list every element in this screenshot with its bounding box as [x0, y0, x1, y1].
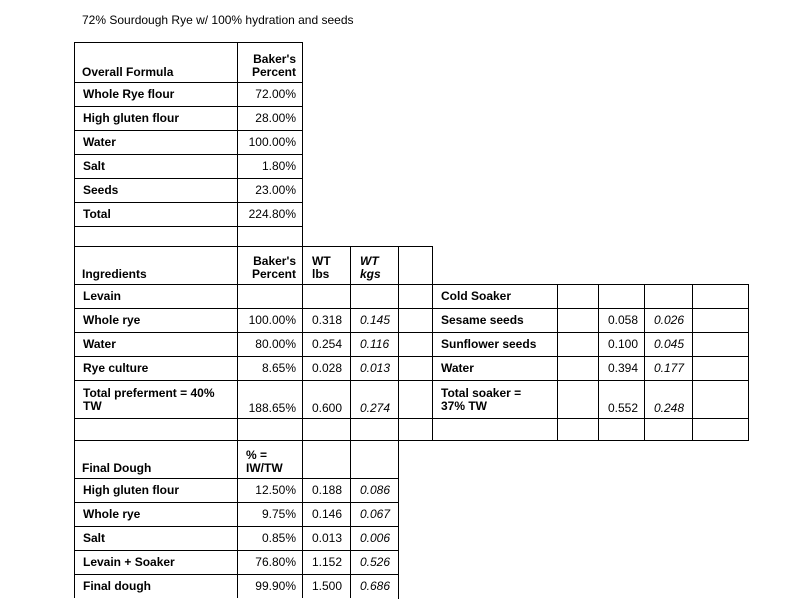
grid-line: [398, 440, 399, 599]
final-row-kgs: 0.067: [350, 502, 398, 526]
levain-blank-cell: [237, 284, 302, 308]
levain-row-lbs: 0.254: [302, 332, 350, 356]
ingredients-percent-header: [237, 246, 302, 284]
overall-percent-header-line-2: Percent: [251, 65, 296, 79]
grid-line: [432, 246, 433, 284]
soaker-total-label-line-2: 37% TW: [441, 398, 488, 413]
final-row-percent: 0.85%: [237, 526, 302, 550]
ingredients-lbs-header-line-1: WT: [312, 254, 331, 268]
ingredients-lbs-header-line-2: lbs: [312, 267, 330, 281]
overall-percent-header-line-1: Baker's: [253, 52, 296, 66]
levain-row-lbs: 0.318: [302, 308, 350, 332]
levain-row-kgs: 0.145: [350, 308, 398, 332]
blank-row-cell: [237, 418, 302, 440]
blank-row-cell: [302, 418, 350, 440]
final-row-lbs: 1.152: [302, 550, 350, 574]
levain-total-label-line-2: TW: [83, 398, 102, 413]
levain-total-label-line-1: Total preferment = 40%: [83, 385, 215, 400]
levain-blank-cell: [398, 284, 432, 308]
soaker-total-kgs: 0.248: [644, 380, 692, 418]
levain-row-label: Whole rye: [74, 308, 237, 332]
grid-line: [302, 42, 303, 246]
soaker-blank-cell: [598, 284, 644, 308]
blank-row-cell: [644, 418, 692, 440]
blank-row-cell: [74, 418, 237, 440]
soaker-blank-cell: [692, 308, 748, 332]
final-row-kgs: 0.686: [350, 574, 398, 598]
soaker-blank-cell: [557, 356, 598, 380]
final-blank-cell: [302, 440, 350, 478]
final-row-kgs: 0.526: [350, 550, 398, 574]
final-row-percent: 99.90%: [237, 574, 302, 598]
soaker-blank-cell: [644, 284, 692, 308]
ingredients-header: Ingredients: [74, 246, 237, 284]
overall-row-percent: 224.80%: [237, 202, 302, 226]
final-row-lbs: 0.188: [302, 478, 350, 502]
soaker-total-label-line-1: Total soaker =: [441, 385, 522, 400]
final-percent-header-line-1: % =: [246, 448, 268, 462]
final-row-label: High gluten flour: [74, 478, 237, 502]
blank-row-cell: [398, 418, 432, 440]
ingredients-percent-header-line-1: Baker's: [253, 254, 296, 268]
blank-row-cell: [432, 418, 557, 440]
final-row-kgs: 0.006: [350, 526, 398, 550]
final-percent-header-line-2: IW/TW: [246, 461, 283, 475]
overall-row-percent: 1.80%: [237, 154, 302, 178]
ingredients-blank-cell: [398, 246, 432, 284]
soaker-row-kgs: 0.045: [644, 332, 692, 356]
levain-blank-cell: [398, 308, 432, 332]
soaker-row-label: Sunflower seeds: [432, 332, 557, 356]
final-row-percent: 9.75%: [237, 502, 302, 526]
levain-total-kgs: 0.274: [350, 380, 398, 418]
overall-formula-header: Overall Formula: [74, 42, 237, 82]
soaker-total-label: [432, 380, 557, 418]
overall-row-percent: 72.00%: [237, 82, 302, 106]
soaker-row-kgs: 0.177: [644, 356, 692, 380]
soaker-blank-cell: [557, 308, 598, 332]
final-row-lbs: 0.146: [302, 502, 350, 526]
final-dough-header: Final Dough: [74, 440, 237, 478]
grid-line: [748, 284, 749, 440]
final-blank-cell: [350, 440, 398, 478]
levain-row-label: Rye culture: [74, 356, 237, 380]
overall-percent-header: [237, 42, 302, 82]
soaker-row-kgs: 0.026: [644, 308, 692, 332]
soaker-row-lbs: 0.100: [598, 332, 644, 356]
overall-row-label: Salt: [74, 154, 237, 178]
final-row-percent: 76.80%: [237, 550, 302, 574]
levain-blank-cell: [302, 284, 350, 308]
blank-row-cell: [557, 418, 598, 440]
soaker-blank-cell: [557, 380, 598, 418]
overall-row-label: High gluten flour: [74, 106, 237, 130]
levain-blank-cell: [398, 332, 432, 356]
cold-soaker-header: Cold Soaker: [432, 284, 557, 308]
levain-blank-cell: [350, 284, 398, 308]
soaker-row-lbs: 0.058: [598, 308, 644, 332]
overall-row-label: Whole Rye flour: [74, 82, 237, 106]
levain-row-percent: 8.65%: [237, 356, 302, 380]
overall-row-percent: 28.00%: [237, 106, 302, 130]
levain-blank-cell: [398, 356, 432, 380]
levain-total-percent: 188.65%: [237, 380, 302, 418]
final-row-percent: 12.50%: [237, 478, 302, 502]
levain-row-lbs: 0.028: [302, 356, 350, 380]
final-row-lbs: 1.500: [302, 574, 350, 598]
levain-header: Levain: [74, 284, 237, 308]
soaker-blank-cell: [557, 332, 598, 356]
overall-blank-cell: [74, 226, 237, 246]
final-percent-header: [237, 440, 302, 478]
levain-row-percent: 100.00%: [237, 308, 302, 332]
soaker-blank-cell: [692, 356, 748, 380]
overall-row-label: Total: [74, 202, 237, 226]
levain-total-label: [74, 380, 237, 418]
levain-total-lbs: 0.600: [302, 380, 350, 418]
soaker-blank-cell: [692, 284, 748, 308]
ingredients-kgs-header-line-2: kgs: [360, 267, 381, 281]
overall-row-label: Seeds: [74, 178, 237, 202]
soaker-blank-cell: [557, 284, 598, 308]
final-row-label: Whole rye: [74, 502, 237, 526]
soaker-row-label: Water: [432, 356, 557, 380]
ingredients-kgs-header-line-1: WT: [360, 254, 379, 268]
blank-row-cell: [598, 418, 644, 440]
recipe-title: 72% Sourdough Rye w/ 100% hydration and seeds: [82, 13, 354, 27]
overall-row-percent: 23.00%: [237, 178, 302, 202]
final-row-label: Final dough: [74, 574, 237, 598]
levain-row-kgs: 0.116: [350, 332, 398, 356]
soaker-total-lbs: 0.552: [598, 380, 644, 418]
final-row-kgs: 0.086: [350, 478, 398, 502]
overall-row-percent: 100.00%: [237, 130, 302, 154]
ingredients-percent-header-line-2: Percent: [251, 267, 296, 281]
soaker-row-lbs: 0.394: [598, 356, 644, 380]
overall-blank-cell: [237, 226, 302, 246]
soaker-blank-cell: [692, 380, 748, 418]
levain-row-kgs: 0.013: [350, 356, 398, 380]
soaker-row-label: Sesame seeds: [432, 308, 557, 332]
levain-row-percent: 80.00%: [237, 332, 302, 356]
final-row-label: Levain + Soaker: [74, 550, 237, 574]
ingredients-kgs-header: [350, 246, 398, 284]
overall-row-label: Water: [74, 130, 237, 154]
final-row-lbs: 0.013: [302, 526, 350, 550]
ingredients-lbs-header: [302, 246, 350, 284]
blank-row-cell: [692, 418, 748, 440]
final-row-label: Salt: [74, 526, 237, 550]
blank-row-cell: [350, 418, 398, 440]
levain-blank-cell: [398, 380, 432, 418]
soaker-blank-cell: [692, 332, 748, 356]
levain-row-label: Water: [74, 332, 237, 356]
